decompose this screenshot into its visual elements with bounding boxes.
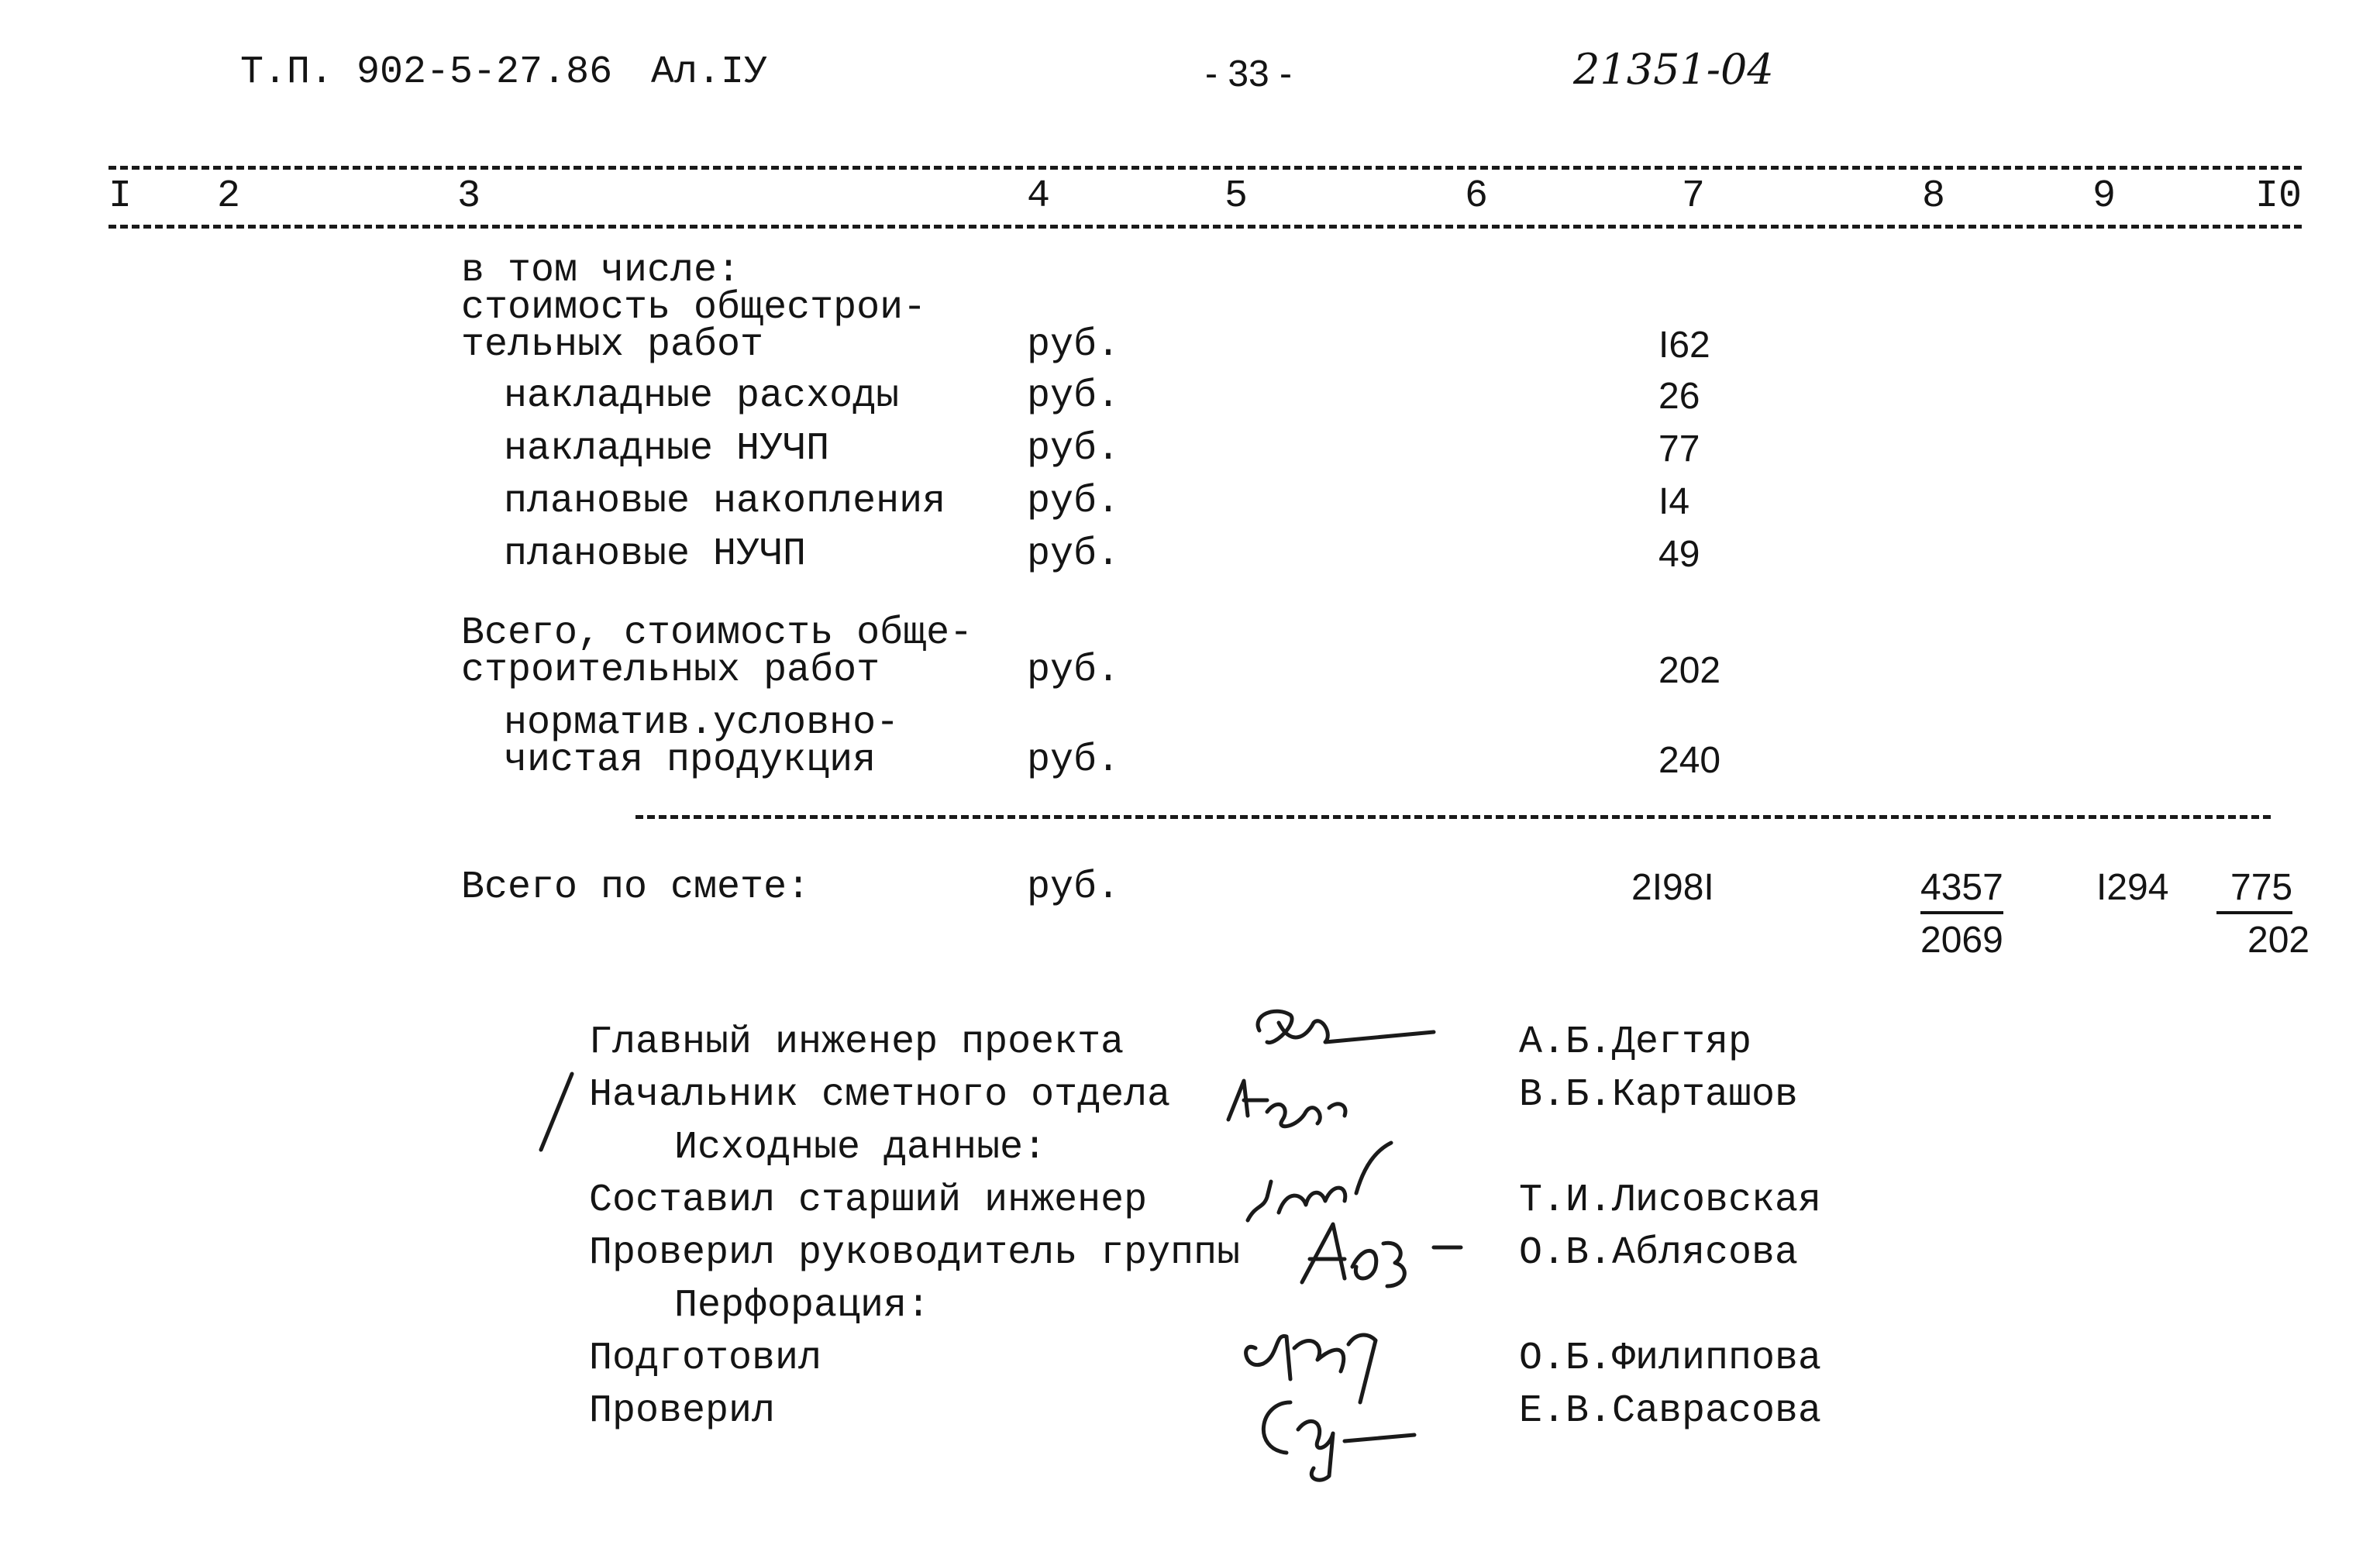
document-code: Т.П. 902-5-27.86 (240, 50, 613, 95)
column-header-5: 5 (1224, 174, 1249, 218)
signature-degtyar (1244, 999, 1445, 1069)
row-value: 202 (1658, 650, 1721, 691)
signatory-name: Т.И.Лисовская (1519, 1178, 1822, 1223)
total-col8-top: 4357 (1920, 866, 2003, 914)
column-header-10: I0 (2255, 174, 2303, 218)
row-label-line: накладные НУЧП (504, 427, 830, 471)
row-label-line: тельных работ (461, 323, 764, 367)
row-value: 77 (1658, 428, 1700, 470)
column-header-7: 7 (1682, 174, 1706, 218)
row-unit: руб. (1027, 480, 1121, 524)
signatory-name: Е.В.Саврасова (1519, 1389, 1822, 1433)
row-value: I4 (1658, 481, 1690, 522)
total-col10-bottom: 202 (2247, 920, 2310, 961)
row-label-line: в том числе: (461, 249, 741, 293)
signatory-name: О.В.Аблясова (1519, 1231, 1799, 1275)
column-header-3: 3 (457, 174, 481, 218)
signatory-role: Проверил руководитель группы (589, 1231, 1241, 1275)
column-header-2: 2 (217, 174, 241, 218)
margin-slash-mark (535, 1069, 581, 1154)
row-unit: руб. (1027, 374, 1121, 418)
signatory-name: А.Б.Дегтяр (1519, 1020, 1752, 1065)
signatory-name: В.Б.Карташов (1519, 1073, 1799, 1117)
total-separator-rule (635, 815, 2271, 819)
column-header-9: 9 (2092, 174, 2117, 218)
row-unit: руб. (1027, 532, 1121, 576)
row-label-line: норматив.условно- (504, 701, 900, 745)
row-label-line: строительных работ (461, 648, 880, 693)
signature-savrasova (1244, 1387, 1430, 1488)
row-unit: руб. (1027, 427, 1121, 471)
signatory-role: Начальник сметного отдела (589, 1073, 1171, 1117)
row-unit: руб. (1027, 648, 1121, 693)
signatory-role: Главный инженер проекта (589, 1020, 1125, 1065)
column-header-1: I (108, 174, 133, 218)
handwritten-inventory-number: 21351-04 (1573, 45, 1774, 94)
row-label-line: чистая продукция (504, 738, 877, 783)
row-value: 49 (1658, 534, 1700, 575)
signature-ablyasova (1290, 1213, 1469, 1298)
column-header-6: 6 (1465, 174, 1489, 218)
row-unit: руб. (1027, 738, 1121, 783)
signature-section-heading: Перфорация: (674, 1284, 931, 1328)
row-unit: руб. (1027, 323, 1121, 367)
signatory-role: Подготовил (589, 1337, 822, 1381)
row-value: I62 (1658, 325, 1710, 366)
total-col7: 2I98I (1631, 867, 1714, 908)
row-label-line: стоимость общестрои- (461, 286, 927, 330)
album-label: Ал.IУ (651, 50, 768, 95)
signatory-role: Проверил (589, 1389, 776, 1433)
total-unit: руб. (1027, 865, 1121, 910)
row-label-line: плановые НУЧП (504, 532, 807, 576)
column-header-8: 8 (1922, 174, 1946, 218)
page-number: - 33 - (1205, 53, 1293, 95)
column-header-bottom-rule (108, 225, 2302, 229)
signatory-role: Составил старший инженер (589, 1178, 1148, 1223)
column-header-top-rule (108, 166, 2302, 170)
total-label: Всего по смете: (461, 865, 811, 910)
signature-section-heading: Исходные данные: (674, 1126, 1047, 1170)
column-header-4: 4 (1027, 174, 1051, 218)
row-value: 240 (1658, 740, 1721, 781)
signatory-name: О.Б.Филиппова (1519, 1337, 1822, 1381)
total-col10-top: 775 (2216, 866, 2292, 914)
row-label-line: Всего, стоимость обще- (461, 611, 973, 655)
signature-kartashov (1221, 1065, 1376, 1143)
total-col9: I294 (2096, 867, 2169, 908)
row-label-line: плановые накопления (504, 480, 946, 524)
row-label-line: накладные расходы (504, 374, 900, 418)
row-value: 26 (1658, 376, 1700, 417)
total-col8-bottom: 2069 (1920, 920, 2003, 961)
